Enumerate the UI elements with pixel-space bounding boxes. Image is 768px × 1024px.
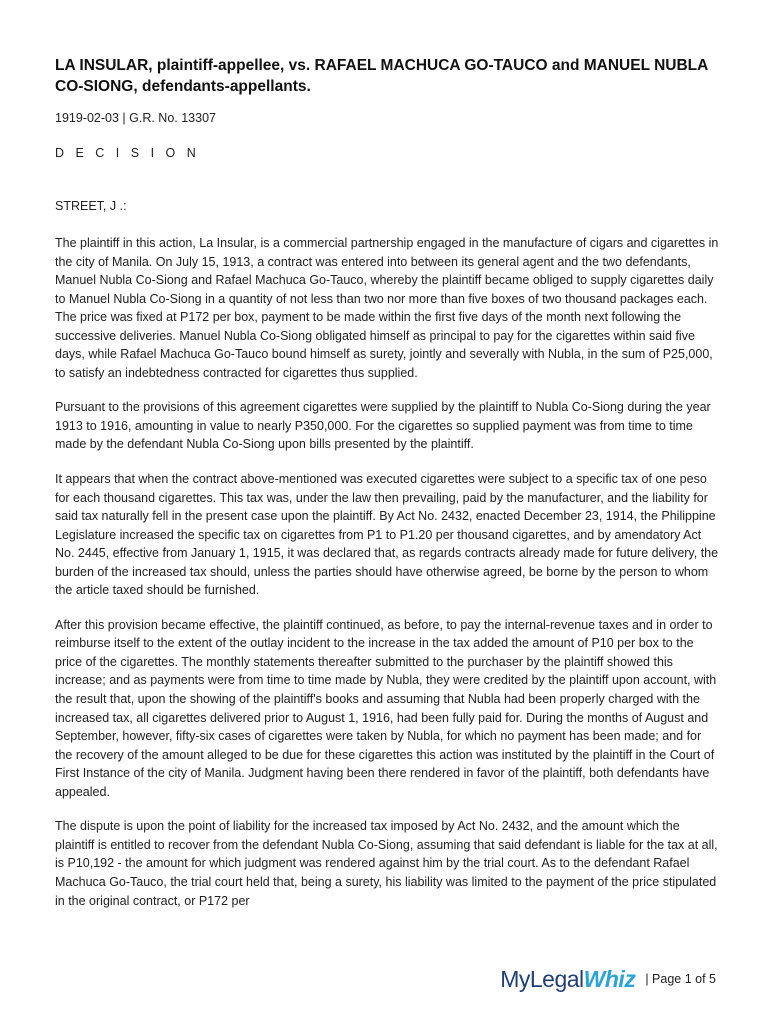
ponente: STREET, J .: xyxy=(55,199,127,213)
decision-heading: D E C I S I O N xyxy=(55,146,200,160)
case-title: LA INSULAR, plaintiff-appellee, vs. RAFAEL MACHUCA GO-TAUCO and MANUEL NUBLA CO-SIONG, defendants-appellants. xyxy=(55,57,708,95)
logo-my: My xyxy=(500,965,530,992)
mylegalwhiz-logo xyxy=(500,965,636,992)
case-date-and-number: 1919-02-03 | G.R. No. 13307 xyxy=(55,111,216,125)
logo-whiz: Whiz xyxy=(583,965,636,992)
document-page xyxy=(55,0,720,1024)
logo-legal: Legal xyxy=(529,965,584,992)
paragraph: After this provision became effective, the plaintiff continued, as before, to pay the internal-revenue taxes and in order to reimburse itself to the extent of the outlay incident to the increase in the tax added the amount of P10 per box to the price of the cigarettes. The monthly statements thereafter submitted to the purchaser by the plaintiff showed this increase; and as payments were from time to time made by Nubla, they were credited by the plaintiff upon account, with the result that, upon the showing of the plaintiff's books and assuming that Nubla had been properly charged with the increased tax, all cigarettes delivered prior to August 1, 1916, had been fully paid for. During the months of August and September, however, fifty-six cases of cigarettes were taken by Nubla, for which no payment has been made; and for the recovery of the amount alleged to be due for these cigarettes this action was instituted by the plaintiff in the Court of First Instance of the city of Manila. Judgment having been there rendered in favor of the plaintiff, both defendants have appealed. xyxy=(55,617,717,799)
paragraph: The dispute is upon the point of liability for the increased tax imposed by Act No. 2432, and the amount which the plaintiff is entitled to recover from the defendant Nubla Co-Siong, assuming that said defendant is liable for the tax at all, is P10,192 - the amount for which judgment was rendered against him by the trial court. As to the defendant Rafael Machuca Go-Tauco, the trial court held that, being a surety, his liability was limited to the payment of the price stipulated in the original contract, or P172 per xyxy=(55,819,718,908)
decision-body xyxy=(55,234,720,974)
paragraph: The plaintiff in this action, La Insular, is a commercial partnership engaged in the manufacture of cigars and cigarettes in the city of Manila. On July 15, 1913, a contract was entered into between its general agent and the two defendants, Manuel Nubla Co-Siong and Rafael Machuca Go-Tauco, whereby the plaintiff became obliged to supply cigarettes daily to Manuel Nubla Co-Siong in a quantity of not less than two nor more than five boxes of two thousand packages each. The price was fixed at P172 per box, payment to be made within the first five days of the month next following the successive deliveries. Manuel Nubla Co-Siong obligated himself as principal to pay for the cigarettes within said five days, while Rafael Machuca Go-Tauco bound himself as surety, jointly and severally with Nubla, in the sum of P25,000, to satisfy an indebtedness contracted for cigarettes thus supplied. xyxy=(55,236,719,380)
paragraph: Pursuant to the provisions of this agreement cigarettes were supplied by the plaintiff to Nubla Co-Siong during the year 1913 to 1916, amounting in value to nearly P350,000. For the cigarettes so supplied payment was from time to time made by the defendant Nubla Co-Siong upon bills presented by the plaintiff. xyxy=(55,400,711,452)
page-footer xyxy=(492,964,716,994)
paragraph: It appears that when the contract above-mentioned was executed cigarettes were subject to a specific tax of one peso for each thousand cigarettes. This tax was, under the law then prevailing, paid by the manufacturer, and the liability for said tax naturally fell in the present case upon the plaintiff. By Act No. 2432, enacted December 23, 1914, the Philippine Legislature increased the specific tax on cigarettes from P1 to P1.20 per thousand cigarettes, and by amendatory Act No. 2445, effective from January 1, 1915, it was declared that, as regards contracts already made for future delivery, the burden of the increased tax should, unless the parties should have otherwise agreed, be borne by the person to whom the article taxed should be furnished. xyxy=(55,472,719,598)
page-indicator: | Page 1 of 5 xyxy=(645,972,716,986)
